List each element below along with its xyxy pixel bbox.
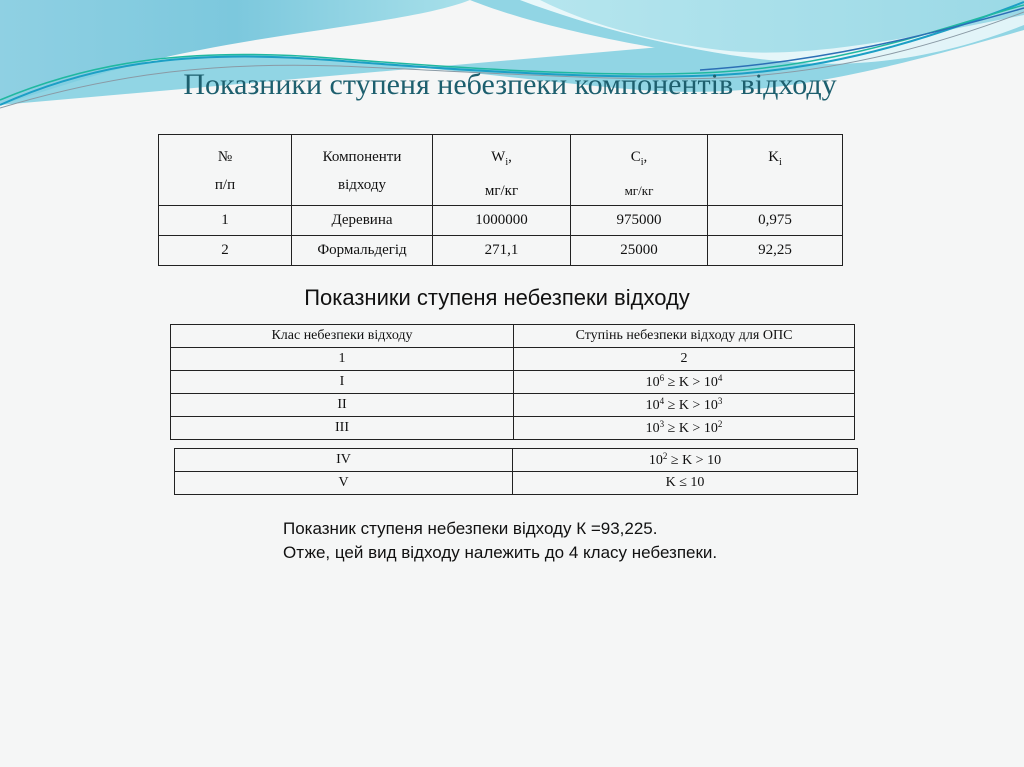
header-c: $C_i$, мг/кг [571,135,708,206]
header-k: $K_i$ [708,135,843,206]
conclusion-line-1: Показник ступеня небезпеки відходу К =93,225. [283,519,658,538]
table-row: V K ≤ 10 [175,472,858,495]
table-row: I $10^6 \ge K > 10^4$ [171,371,855,394]
table-header-row [159,135,843,206]
section-subtitle: Показники ступеня небезпеки відходу [304,285,690,310]
hazard-class-table-continued [174,448,858,495]
header-number: № п/п [159,135,292,206]
table-numbering-row: 1 2 [171,348,855,371]
header-wave-decoration [0,0,1024,130]
components-table [158,134,843,266]
table-row: IV $10^2 \ge K > 10$ [175,449,858,472]
table-row: III $10^3 \ge K > 10^2$ [171,417,855,440]
header-components: Компоненти відходу [292,135,433,206]
conclusion-line-2: Отже, цей вид відходу належить до 4 класу небезпеки. [283,543,718,562]
table-row: 1 Деревина 1000000 975000 0,975 [159,206,843,236]
table-row: 2 Формальдегід 271,1 25000 92,25 [159,236,843,266]
slide-title: Показники ступеня небезпеки компонентів відходу [183,68,837,101]
header-w: $W_i$, мг/кг [433,135,571,206]
conclusion-text [283,517,717,565]
table-row: II $10^4 \ge K > 10^3$ [171,394,855,417]
hazard-class-table [170,324,855,440]
table-header-row: Клас небезпеки відходу Ступінь небезпеки відходу для ОПС [171,325,855,348]
